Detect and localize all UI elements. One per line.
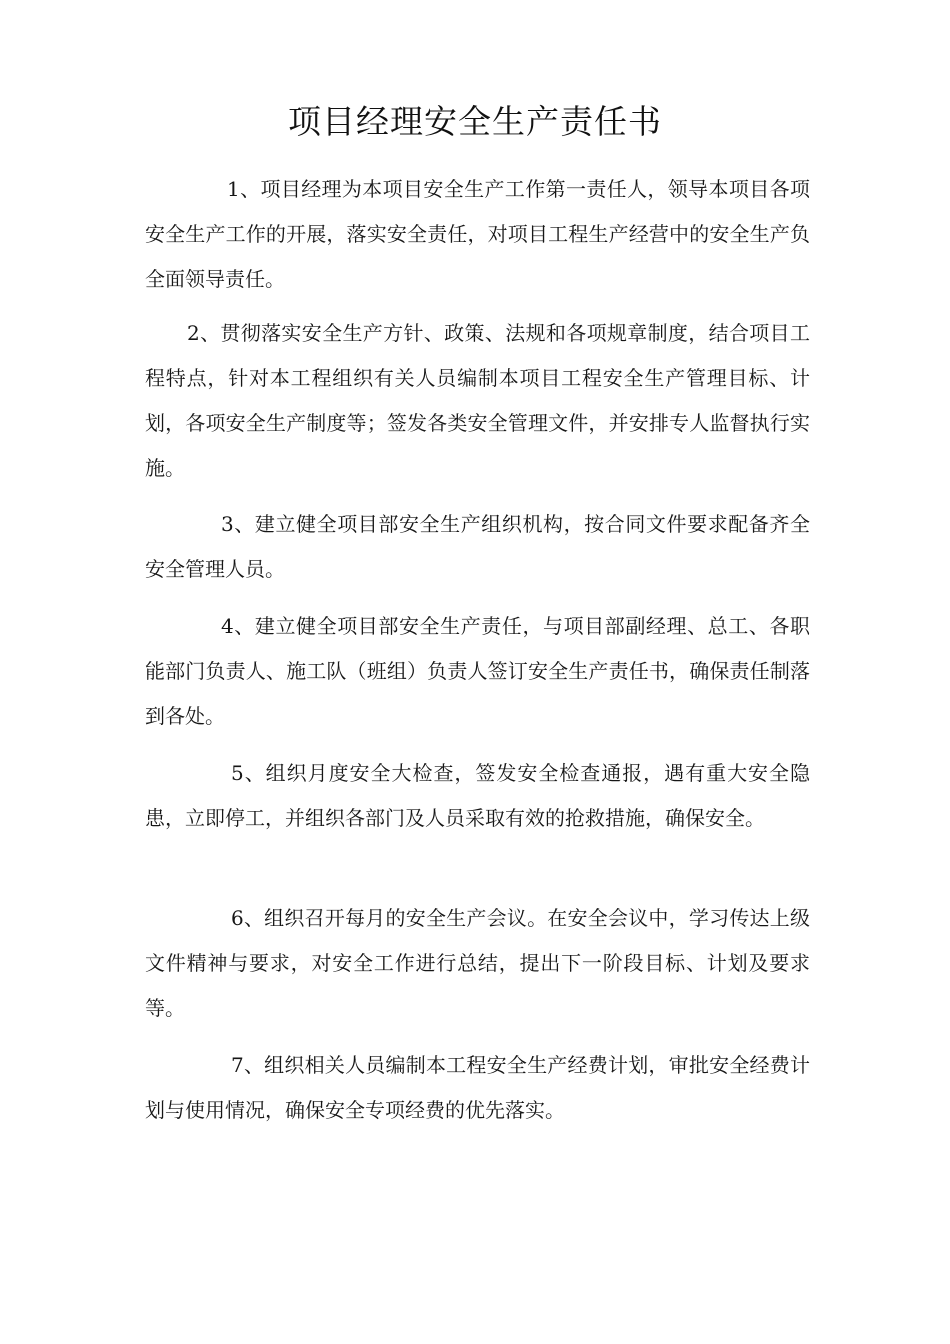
paragraph-2: 2、贯彻落实安全生产方针、政策、法规和各项规章制度，结合项目工程特点，针对本工程组织有关人员编制本项目工程安全生产管理目标、计划，各项安全生产制度等；签发各类安全管理文件，并安排专人监督执行实施。: [145, 321, 810, 480]
paragraph-1: 1、项目经理为本项目安全生产工作第一责任人，领导本项目各项安全生产工作的开展，落实安全责任，对项目工程生产经营中的安全生产负全面领导责任。: [145, 177, 810, 291]
paragraph-3: 3、建立健全项目部安全生产组织机构，按合同文件要求配备齐全安全管理人员。: [145, 512, 810, 581]
paragraph-6: 6、组织召开每月的安全生产会议。在安全会议中，学习传达上级文件精神与要求，对安全工作进行总结，提出下一阶段目标、计划及要求等。: [145, 906, 810, 1020]
paragraph-7: 7、组织相关人员编制本工程安全生产经费计划，审批安全经费计划与使用情况，确保安全专项经费的优先落实。: [145, 1053, 810, 1122]
paragraph-4: 4、建立健全项目部安全生产责任，与项目部副经理、总工、各职能部门负责人、施工队（班组）负责人签订安全生产责任书，确保责任制落到各处。: [145, 614, 810, 728]
paragraph-5: 5、组织月度安全大检查，签发安全检查通报，遇有重大安全隐患，立即停工，并组织各部门及人员采取有效的抢救措施，确保安全。: [145, 761, 810, 830]
document-title: 项目经理安全生产责任书: [288, 102, 662, 141]
